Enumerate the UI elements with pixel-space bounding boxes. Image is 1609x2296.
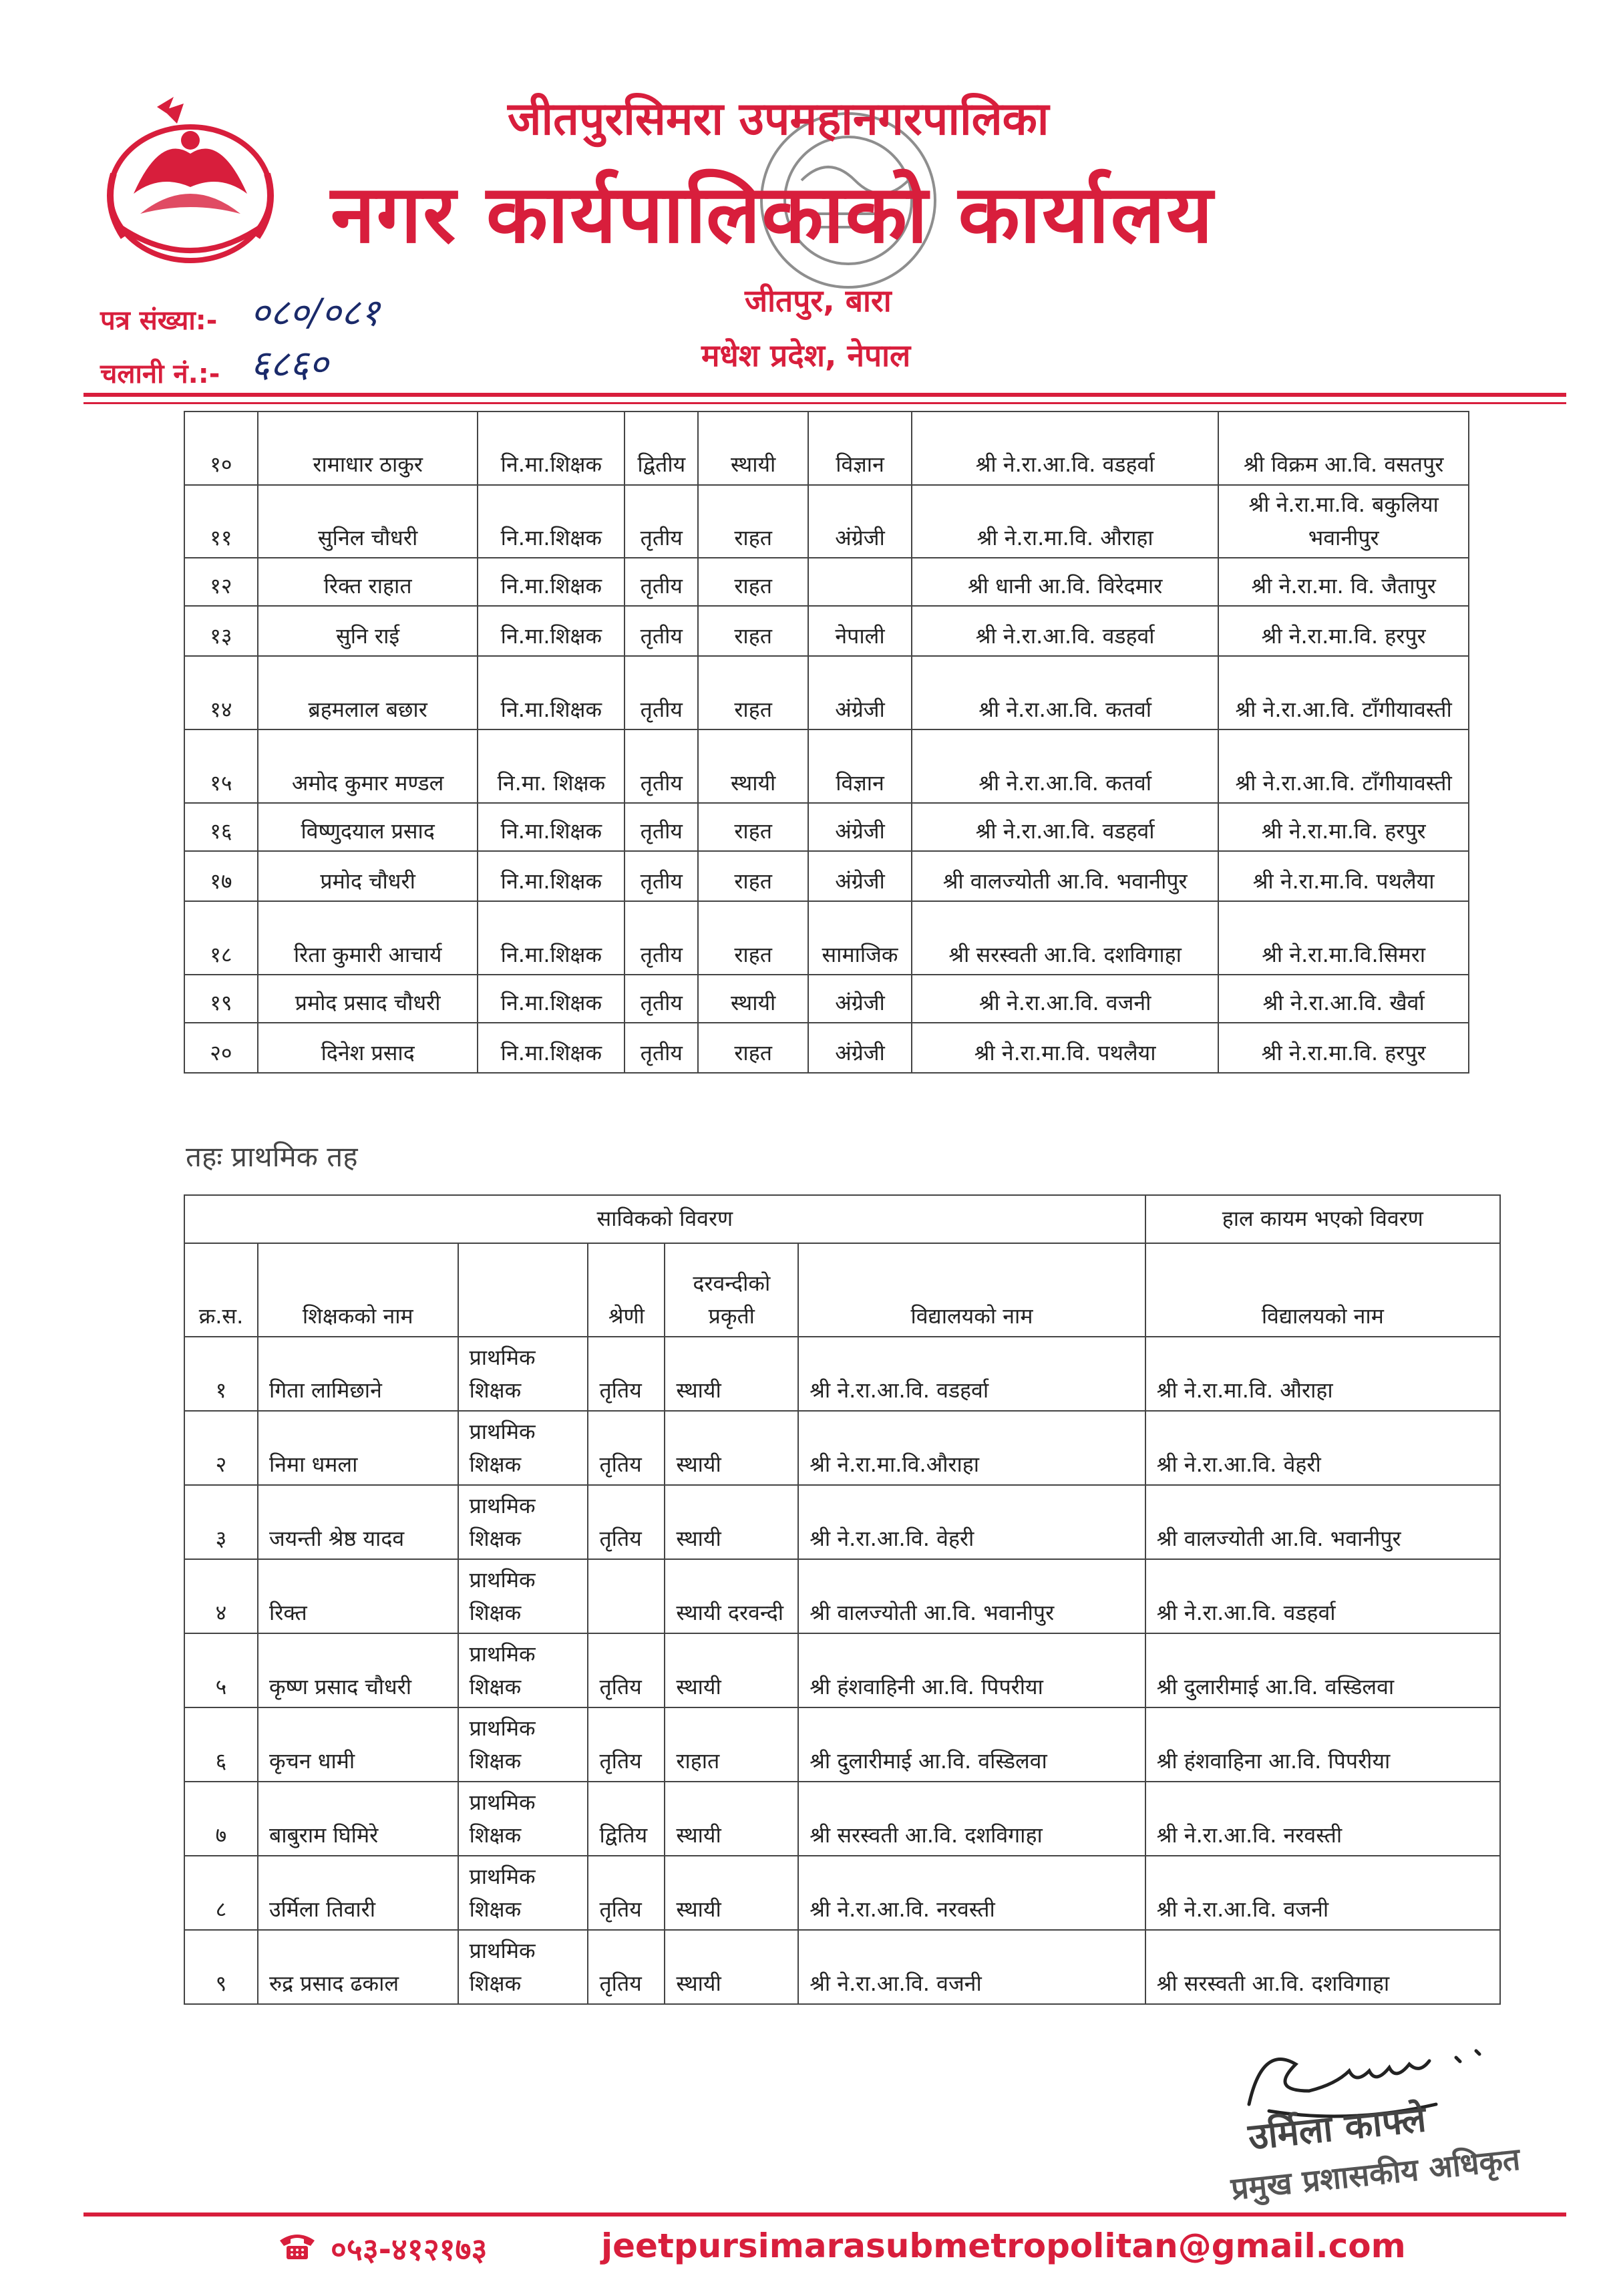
cell-grade: तृतीय: [624, 803, 698, 851]
letter-no-label: पत्र संख्या:-: [100, 305, 218, 336]
cell-old-school: श्री वालज्योती आ.वि. भवानीपुर: [912, 851, 1218, 901]
cell-nature: स्थायी: [665, 1856, 798, 1930]
cell-subject: [808, 558, 912, 606]
table-row: [184, 729, 1469, 803]
cell-subject: अंग्रेजी: [808, 851, 912, 901]
table-row: [184, 1337, 1500, 1411]
government-emblem-icon: [94, 94, 287, 274]
table-row: [184, 901, 1469, 975]
cell-new-school: श्री हंशवाहिना आ.वि. पिपरीया: [1145, 1707, 1500, 1782]
table-row: [184, 851, 1469, 901]
cell-sn: १२: [184, 558, 258, 606]
cell-grade: तृतिय: [588, 1337, 665, 1411]
cell-nature: राहत: [698, 656, 808, 729]
office-province: मधेश प्रदेश, नेपाल: [701, 337, 911, 373]
table-row: [184, 1633, 1500, 1707]
cell-nature: स्थायी: [665, 1337, 798, 1411]
cell-name: गिता लामिछाने: [258, 1337, 458, 1411]
cell-old-school: श्री ने.रा.आ.वि. वजनी: [912, 975, 1218, 1023]
cell-name: विष्णुदयाल प्रसाद: [258, 803, 478, 851]
cell-nature: राहत: [698, 851, 808, 901]
cell-new-school: श्री दुलारीमाई आ.वि. वस्डिलवा: [1145, 1633, 1500, 1707]
cell-new-school: श्री ने.रा.मा.वि. हरपुर: [1218, 803, 1469, 851]
cell-post: नि.मा.शिक्षक: [478, 412, 624, 485]
table-row: [184, 803, 1469, 851]
cell-post: प्राथमिक शिक्षक: [458, 1559, 588, 1633]
dispatch-no-label: चलानी नं.:-: [100, 359, 220, 389]
table-row: [184, 558, 1469, 606]
cell-grade: तृतिय: [588, 1707, 665, 1782]
cell-name: रिता कुमारी आचार्य: [258, 901, 478, 975]
cell-nature: राहत: [698, 901, 808, 975]
cell-sn: ३: [184, 1485, 258, 1559]
cell-name: कृचन धामी: [258, 1707, 458, 1782]
cell-name: प्रमोद प्रसाद चौधरी: [258, 975, 478, 1023]
cell-name: जयन्ती श्रेष्ठ यादव: [258, 1485, 458, 1559]
cell-name: सुनि राई: [258, 606, 478, 656]
cell-subject: अंग्रेजी: [808, 485, 912, 558]
cell-nature: स्थायी: [665, 1485, 798, 1559]
table-row: [184, 1411, 1500, 1485]
cell-new-school: श्री ने.रा.मा.वि. बकुलिया भवानीपुर: [1218, 485, 1469, 558]
cell-subject: अंग्रेजी: [808, 656, 912, 729]
cell-nature: राहत: [698, 803, 808, 851]
header-nature: दरवन्दीको प्रकृती: [665, 1243, 798, 1337]
cell-nature: राहत: [698, 606, 808, 656]
cell-old-school: श्री सरस्वती आ.वि. दशविगाहा: [912, 901, 1218, 975]
cell-sn: ७: [184, 1782, 258, 1856]
table-row: [184, 485, 1469, 558]
cell-old-school: श्री दुलारीमाई आ.वि. वस्डिलवा: [798, 1707, 1145, 1782]
cell-grade: द्वितीय: [624, 412, 698, 485]
header-sn: क्र.स.: [184, 1243, 258, 1337]
cell-old-school: श्री ने.रा.आ.वि. वडहर्वा: [912, 412, 1218, 485]
cell-grade: तृतीय: [624, 485, 698, 558]
table-row: [184, 656, 1469, 729]
cell-nature: स्थायी: [665, 1633, 798, 1707]
cell-sn: ४: [184, 1559, 258, 1633]
cell-name: रुद्र प्रसाद ढकाल: [258, 1930, 458, 2004]
cell-subject: अंग्रेजी: [808, 803, 912, 851]
table-row: [184, 412, 1469, 485]
cell-new-school: श्री ने.रा.आ.वि. टाँगीयावस्ती: [1218, 729, 1469, 803]
table-row: [184, 975, 1469, 1023]
cell-post: नि.मा.शिक्षक: [478, 803, 624, 851]
cell-name: प्रमोद चौधरी: [258, 851, 478, 901]
cell-old-school: श्री ने.रा.आ.वि. वेहरी: [798, 1485, 1145, 1559]
signer-name: उर्मिला काफ्ले: [1246, 2098, 1428, 2158]
cell-old-school: श्री ने.रा.आ.वि. वजनी: [798, 1930, 1145, 2004]
telephone-icon: [277, 2231, 317, 2261]
cell-old-school: श्री ने.रा.मा.वि.औराहा: [798, 1411, 1145, 1485]
cell-sn: १९: [184, 975, 258, 1023]
table-row: [184, 1559, 1500, 1633]
cell-post: प्राथमिक शिक्षक: [458, 1485, 588, 1559]
cell-new-school: श्री ने.रा.आ.वि. खैर्वा: [1218, 975, 1469, 1023]
cell-nature: स्थायी: [698, 412, 808, 485]
cell-new-school: श्री ने.रा.आ.वि. वेहरी: [1145, 1411, 1500, 1485]
table-row: [184, 1023, 1469, 1073]
cell-sn: ६: [184, 1707, 258, 1782]
header-rule-top: [83, 393, 1566, 397]
office-name: नगर कार्यपालिकाको कार्यालय: [331, 168, 1214, 261]
cell-sn: ५: [184, 1633, 258, 1707]
cell-new-school: श्री ने.रा.मा.वि. पथलैया: [1218, 851, 1469, 901]
cell-old-school: श्री धानी आ.वि. विरेदमार: [912, 558, 1218, 606]
table-row: [184, 1485, 1500, 1559]
cell-post: नि.मा.शिक्षक: [478, 485, 624, 558]
cell-old-school: श्री ने.रा.मा.वि. पथलैया: [912, 1023, 1218, 1073]
cell-old-school: श्री ने.रा.आ.वि. कतर्वा: [912, 729, 1218, 803]
table-row: [184, 1707, 1500, 1782]
cell-old-school: श्री ने.रा.आ.वि. वडहर्वा: [912, 606, 1218, 656]
cell-post: नि.मा.शिक्षक: [478, 558, 624, 606]
cell-sn: १०: [184, 412, 258, 485]
cell-name: बाबुराम घिमिरे: [258, 1782, 458, 1856]
cell-new-school: श्री विक्रम आ.वि. वसतपुर: [1218, 412, 1469, 485]
cell-sn: २: [184, 1411, 258, 1485]
cell-grade: तृतीय: [624, 975, 698, 1023]
cell-post: प्राथमिक शिक्षक: [458, 1411, 588, 1485]
cell-grade: तृतिय: [588, 1856, 665, 1930]
cell-subject: अंग्रेजी: [808, 1023, 912, 1073]
cell-post: नि.मा.शिक्षक: [478, 901, 624, 975]
cell-subject: विज्ञान: [808, 729, 912, 803]
header-old-school: विद्यालयको नाम: [798, 1243, 1145, 1337]
cell-nature: स्थायी: [665, 1930, 798, 2004]
cell-sn: १६: [184, 803, 258, 851]
cell-post: प्राथमिक शिक्षक: [458, 1707, 588, 1782]
cell-new-school: श्री ने.रा.आ.वि. टाँगीयावस्ती: [1218, 656, 1469, 729]
cell-name: ब्रहमलाल बछार: [258, 656, 478, 729]
cell-nature: स्थायी: [665, 1411, 798, 1485]
cell-new-school: श्री ने.रा.मा.वि. हरपुर: [1218, 1023, 1469, 1073]
org-name: जीतपुरसिमरा उपमहानगरपालिका: [508, 93, 1049, 146]
cell-post: नि.मा.शिक्षक: [478, 606, 624, 656]
cell-post: नि.मा.शिक्षक: [478, 851, 624, 901]
cell-old-school: श्री ने.रा.आ.वि. वडहर्वा: [912, 803, 1218, 851]
cell-grade: [588, 1559, 665, 1633]
cell-post: नि.मा.शिक्षक: [478, 975, 624, 1023]
cell-old-school: श्री ने.रा.मा.वि. औराहा: [912, 485, 1218, 558]
cell-grade: तृतीय: [624, 729, 698, 803]
cell-grade: तृतीय: [624, 901, 698, 975]
signer-title: प्रमुख प्रशासकीय अधिकृत: [1229, 2140, 1522, 2207]
cell-post: नि.मा.शिक्षक: [478, 656, 624, 729]
cell-name: सुनिल चौधरी: [258, 485, 478, 558]
cell-name: रिक्त राहात: [258, 558, 478, 606]
cell-new-school: श्री ने.रा.आ.वि. नरवस्ती: [1145, 1782, 1500, 1856]
header-grade: श्रेणी: [588, 1243, 665, 1337]
cell-name: अमोद कुमार मण्डल: [258, 729, 478, 803]
cell-sn: १८: [184, 901, 258, 975]
footer-email[interactable]: jeetpursimarasubmetropolitan@gmail.com: [601, 2227, 1406, 2265]
group-header-old: साविकको विवरण: [184, 1195, 1145, 1243]
cell-old-school: श्री ने.रा.आ.वि. कतर्वा: [912, 656, 1218, 729]
cell-nature: राहात: [665, 1707, 798, 1782]
cell-nature: स्थायी दरवन्दी: [665, 1559, 798, 1633]
cell-grade: तृतीय: [624, 656, 698, 729]
cell-grade: तृतीय: [624, 606, 698, 656]
cell-old-school: श्री ने.रा.आ.वि. नरवस्ती: [798, 1856, 1145, 1930]
cell-sn: १: [184, 1337, 258, 1411]
cell-old-school: श्री सरस्वती आ.वि. दशविगाहा: [798, 1782, 1145, 1856]
cell-subject: अंग्रेजी: [808, 975, 912, 1023]
cell-sn: ९: [184, 1930, 258, 2004]
cell-new-school: श्री ने.रा.मा.वि. हरपुर: [1218, 606, 1469, 656]
cell-new-school: श्री ने.रा.आ.वि. वजनी: [1145, 1856, 1500, 1930]
cell-subject: विज्ञान: [808, 412, 912, 485]
cell-grade: तृतीय: [624, 558, 698, 606]
cell-new-school: श्री ने.रा.मा.वि. औराहा: [1145, 1337, 1500, 1411]
cell-new-school: श्री ने.रा.मा.वि.सिमरा: [1218, 901, 1469, 975]
table-row: [184, 606, 1469, 656]
cell-sn: ८: [184, 1856, 258, 1930]
cell-old-school: श्री ने.रा.आ.वि. वडहर्वा: [798, 1337, 1145, 1411]
cell-grade: तृतिय: [588, 1930, 665, 2004]
cell-post: प्राथमिक शिक्षक: [458, 1633, 588, 1707]
cell-name: रिक्त: [258, 1559, 458, 1633]
cell-grade: तृतिय: [588, 1633, 665, 1707]
cell-name: उर्मिला तिवारी: [258, 1856, 458, 1930]
cell-sn: ११: [184, 485, 258, 558]
cell-post: प्राथमिक शिक्षक: [458, 1856, 588, 1930]
cell-nature: राहत: [698, 1023, 808, 1073]
table-row: [184, 1782, 1500, 1856]
cell-name: कृष्ण प्रसाद चौधरी: [258, 1633, 458, 1707]
primary-transfer-table: [184, 1194, 1501, 2005]
header-name: शिक्षकको नाम: [258, 1243, 458, 1337]
cell-new-school: श्री सरस्वती आ.वि. दशविगाहा: [1145, 1930, 1500, 2004]
cell-grade: तृतीय: [624, 851, 698, 901]
cell-nature: स्थायी: [698, 975, 808, 1023]
level-label: तहः प्राथमिक तह: [186, 1140, 358, 1173]
cell-nature: राहत: [698, 558, 808, 606]
table-group-header-row: [184, 1195, 1500, 1243]
header-post: [458, 1243, 588, 1337]
table-row: [184, 1930, 1500, 2004]
group-header-new: हाल कायम भएको विवरण: [1145, 1195, 1500, 1243]
lower-secondary-transfer-table: [184, 411, 1469, 1074]
cell-name: दिनेश प्रसाद: [258, 1023, 478, 1073]
cell-post: नि.मा.शिक्षक: [478, 1023, 624, 1073]
header-rule-bottom: [83, 402, 1566, 404]
cell-post: प्राथमिक शिक्षक: [458, 1782, 588, 1856]
footer-phone: ०५३-४१२१७३: [331, 2231, 488, 2267]
header-new-school: विद्यालयको नाम: [1145, 1243, 1500, 1337]
dispatch-no-value: ६८६०: [250, 343, 329, 386]
cell-new-school: श्री ने.रा.आ.वि. वडहर्वा: [1145, 1559, 1500, 1633]
cell-grade: तृतिय: [588, 1485, 665, 1559]
table-row: [184, 1856, 1500, 1930]
cell-old-school: श्री वालज्योती आ.वि. भवानीपुर: [798, 1559, 1145, 1633]
footer-rule: [83, 2212, 1566, 2217]
cell-new-school: श्री ने.रा.मा. वि. जैतापुर: [1218, 558, 1469, 606]
cell-post: प्राथमिक शिक्षक: [458, 1337, 588, 1411]
cell-post: प्राथमिक शिक्षक: [458, 1930, 588, 2004]
letter-no-value: ०८०/०८१: [250, 291, 380, 335]
cell-nature: राहत: [698, 485, 808, 558]
cell-sn: २०: [184, 1023, 258, 1073]
cell-grade: द्वितिय: [588, 1782, 665, 1856]
cell-old-school: श्री हंशवाहिनी आ.वि. पिपरीया: [798, 1633, 1145, 1707]
cell-grade: तृतीय: [624, 1023, 698, 1073]
cell-sn: १३: [184, 606, 258, 656]
office-city: जीतपुर, बारा: [745, 283, 892, 319]
cell-nature: स्थायी: [665, 1782, 798, 1856]
cell-subject: नेपाली: [808, 606, 912, 656]
cell-name: निमा धमला: [258, 1411, 458, 1485]
cell-post: नि.मा. शिक्षक: [478, 729, 624, 803]
cell-sn: १७: [184, 851, 258, 901]
cell-grade: तृतिय: [588, 1411, 665, 1485]
cell-sn: १४: [184, 656, 258, 729]
table-header-row: [184, 1243, 1500, 1337]
cell-name: रामाधार ठाकुर: [258, 412, 478, 485]
cell-nature: स्थायी: [698, 729, 808, 803]
cell-subject: सामाजिक: [808, 901, 912, 975]
cell-sn: १५: [184, 729, 258, 803]
cell-new-school: श्री वालज्योती आ.वि. भवानीपुर: [1145, 1485, 1500, 1559]
